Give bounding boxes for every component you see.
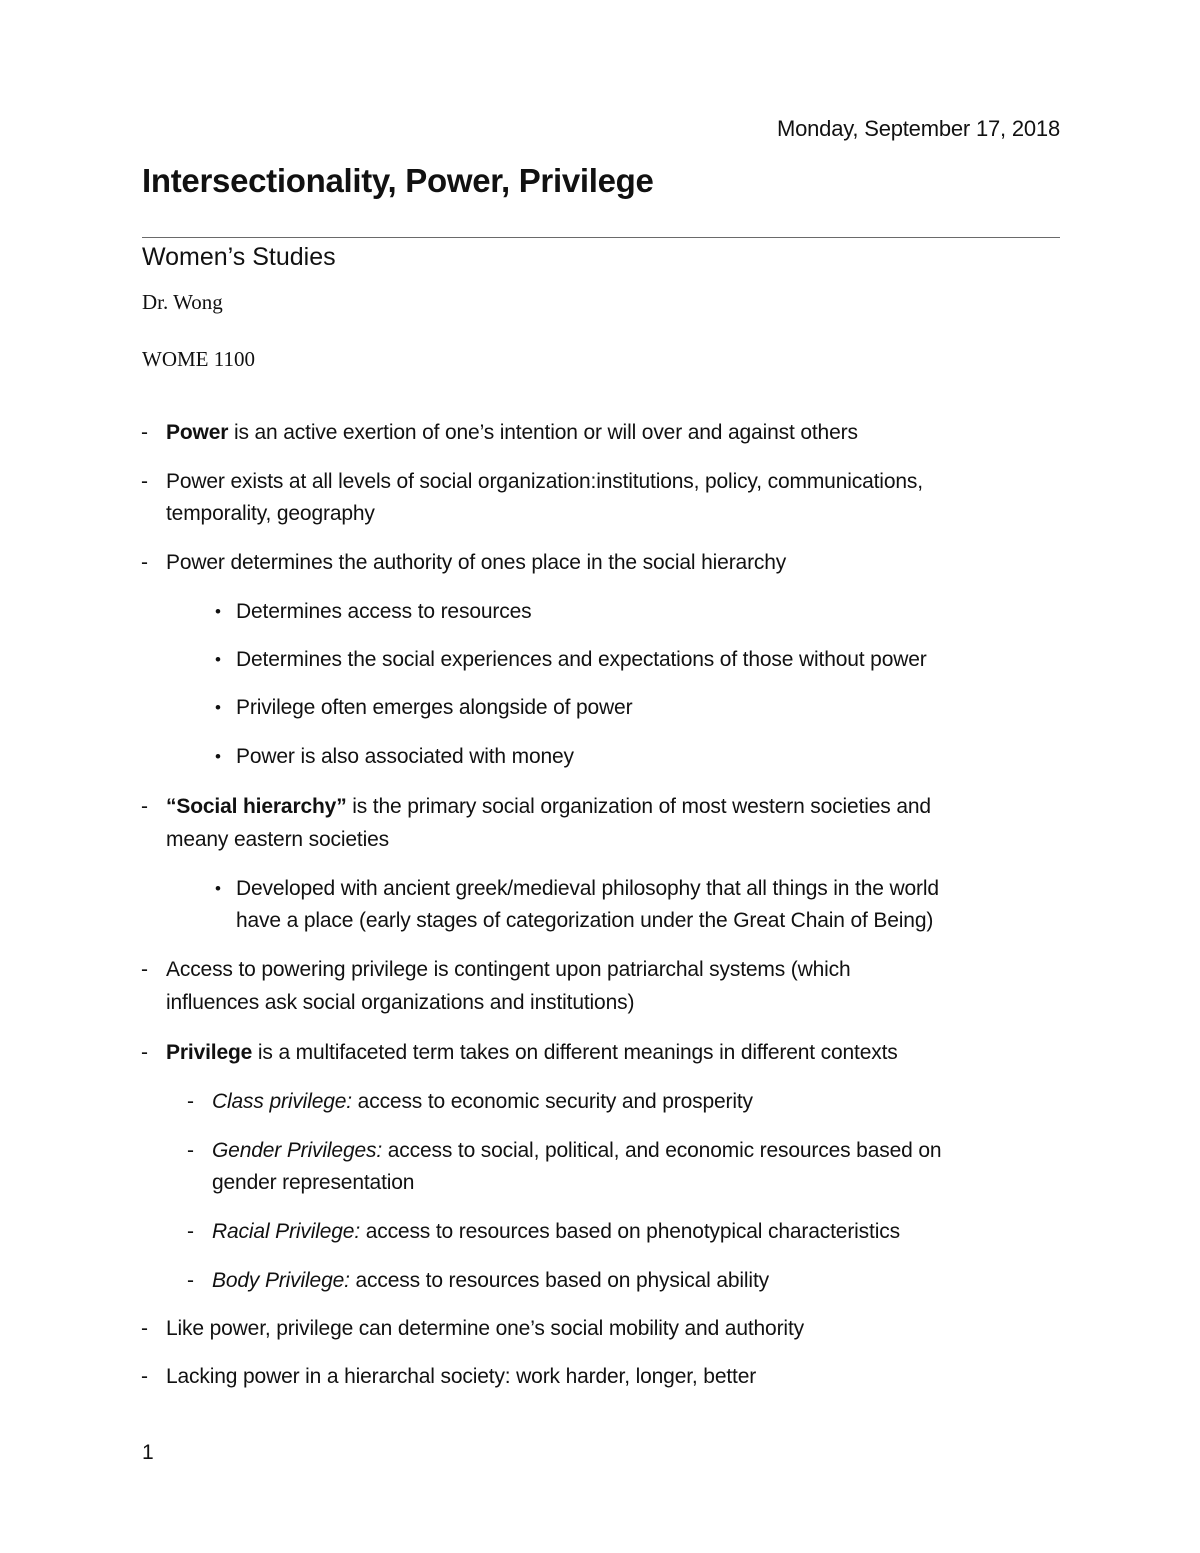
dash-marker: -	[141, 1041, 148, 1064]
note-text: Privilege often emerges alongside of power	[236, 696, 633, 719]
note-term: Power	[166, 421, 229, 444]
sub-note-item	[215, 873, 939, 905]
note-text: Like power, privilege can determine one’s social mobility and authority	[166, 1317, 804, 1340]
dash-marker: -	[141, 1365, 148, 1388]
bullet-marker: •	[215, 650, 221, 669]
note-text: Power is also associated with money	[236, 745, 574, 768]
note-item	[141, 417, 858, 449]
dash-marker: -	[141, 551, 148, 574]
note-item	[141, 466, 923, 498]
note-text: access to social, political, and economic resources based on	[382, 1139, 942, 1162]
dash-marker: -	[187, 1139, 194, 1162]
note-item	[141, 1361, 757, 1393]
note-text: access to resources based on physical ability	[349, 1269, 769, 1292]
note-text: access to economic security and prosperity	[352, 1090, 753, 1113]
dash-marker: -	[187, 1220, 194, 1243]
sub-note-item	[215, 741, 574, 773]
note-text: Access to powering privilege is contingent upon patriarchal systems (which	[166, 958, 851, 981]
sub-note-item	[187, 1216, 900, 1248]
note-text: Developed with ancient greek/medieval philosophy that all things in the world	[236, 877, 939, 900]
note-continuation	[166, 987, 634, 1019]
note-date: Monday, September 17, 2018	[776, 116, 1060, 141]
page-number: 1	[142, 1441, 154, 1464]
sub-note-item	[215, 644, 927, 676]
sub-note-continuation	[236, 905, 933, 937]
title-divider	[142, 237, 1060, 238]
note-text: Power determines the authority of ones place in the social hierarchy	[166, 551, 787, 574]
bullet-marker: •	[215, 602, 221, 621]
note-text: temporality, geography	[166, 502, 375, 525]
dash-marker: -	[187, 1269, 194, 1292]
note-item	[141, 954, 851, 986]
sub-note-item	[215, 692, 633, 724]
bullet-marker: •	[215, 698, 221, 717]
note-term: Class privilege:	[212, 1090, 352, 1113]
dash-marker: -	[141, 1317, 148, 1340]
note-item	[141, 547, 787, 579]
dash-marker: -	[141, 958, 148, 981]
note-term: Privilege	[166, 1041, 253, 1064]
note-term: Gender Privileges:	[212, 1139, 383, 1162]
course-code: WOME 1100	[142, 347, 255, 371]
note-term: “Social hierarchy”	[166, 795, 347, 818]
note-continuation	[166, 498, 375, 530]
sub-note-item	[187, 1265, 769, 1297]
dash-marker: -	[141, 795, 148, 818]
professor-name: Dr. Wong	[142, 290, 223, 314]
note-text: Lacking power in a hierarchal society: work harder, longer, better	[166, 1365, 757, 1388]
note-item	[141, 791, 931, 823]
note-text: influences ask social organizations and institutions)	[166, 991, 635, 1014]
sub-note-continuation	[212, 1167, 414, 1199]
note-item	[141, 1037, 898, 1069]
dash-marker: -	[187, 1090, 194, 1113]
note-term: Body Privilege:	[212, 1269, 350, 1292]
note-term: Racial Privilege:	[212, 1220, 361, 1243]
course-name: Women’s Studies	[142, 243, 336, 271]
note-text: access to resources based on phenotypical characteristics	[360, 1220, 900, 1243]
sub-note-item	[187, 1135, 942, 1167]
dash-marker: -	[141, 421, 148, 444]
page-title: Intersectionality, Power, Privilege	[142, 162, 654, 199]
note-text: gender representation	[212, 1171, 415, 1194]
note-text: have a place (early stages of categorization under the Great Chain of Being)	[236, 909, 934, 932]
sub-note-item	[215, 596, 532, 628]
note-text: Determines access to resources	[236, 600, 532, 623]
note-continuation	[166, 824, 389, 856]
note-item	[141, 1313, 804, 1345]
note-text: is a multifaceted term takes on different meanings in different contexts	[252, 1041, 898, 1064]
note-text: is an active exertion of one’s intention or will over and against others	[228, 421, 858, 444]
dash-marker: -	[141, 470, 148, 493]
note-text: is the primary social organization of most western societies and	[346, 795, 931, 818]
note-text: Determines the social experiences and expectations of those without power	[236, 648, 927, 671]
note-text: meany eastern societies	[166, 828, 389, 851]
bullet-marker: •	[215, 747, 221, 766]
note-text: Power exists at all levels of social organization:institutions, policy, communications,	[166, 470, 923, 493]
bullet-marker: •	[215, 879, 221, 898]
sub-note-item	[187, 1086, 753, 1118]
